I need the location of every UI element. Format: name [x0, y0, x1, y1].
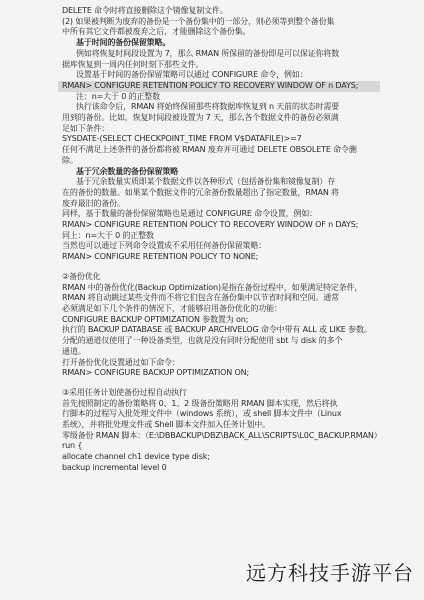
text-line: run {	[62, 441, 83, 451]
watermark: 远方科技手游平台	[246, 561, 414, 585]
text-line: allocate channel ch1 device type disk;	[62, 452, 210, 462]
text-line: 通道。	[62, 346, 86, 356]
text-line: 在的备份的数量。如果某个数据文件的冗余备份数量超出了指定数量，RMAN 将	[62, 187, 339, 197]
text-line: 任何不满足上述条件的备份都将被 RMAN 废弃并可通过 DELETE OBSOLETE 命令删	[62, 145, 357, 155]
text-line: 必须满足如下几个条件的情况下，才能够启用备份优化的功能：	[62, 303, 282, 313]
text-line: 当然也可以通过下列命令设置成不采用任何备份保留策略：	[62, 241, 267, 251]
text-line: 同样，基于数量的备份保留策略也是通过 CONFIGURE 命令设置，例如：	[62, 209, 318, 219]
text-line: 中所有其它文件都被废弃之后，才能删除这个备份集。	[62, 27, 251, 37]
text-line: 除。	[62, 155, 78, 165]
text-line: (2) 如果被判断为废弃的备份是一个备份集中的一部分，则必须等到整个备份集	[62, 16, 335, 26]
text-line: 注：n=大于 0 的正整数	[76, 91, 160, 101]
text-line: 废弃最旧的备份。	[62, 198, 125, 208]
text-line: 执行该命令后，RMAN 将始终保留那些将数据库恢复到 n 天前的状态时需要	[76, 102, 340, 112]
text-line: 基于冗余数量实质即某个数据文件以各种形式（包括备份集和镜像复制）存	[76, 177, 336, 187]
text-line: RMAN> CONFIGURE RETENTION POLICY TO NONE;	[62, 252, 259, 262]
text-line: 同上：n=大于 0 的正整数	[62, 230, 154, 240]
text-line: 打开备份优化设置通过如下命令：	[62, 357, 180, 367]
text-line: CONFIGURE BACKUP OPTIMIZATION 参数置为 on;	[62, 314, 249, 324]
text-line: 例如将恢复时间段设置为 7，那么 RMAN 所保留的备份即是可以保证你将数	[76, 48, 340, 58]
text-line: 系统），并将批处理文件或 Shell 脚本文件加入任务计划中。	[62, 420, 270, 430]
text-line: ②备份优化	[62, 271, 101, 281]
text-line: RMAN> CONFIGURE BACKUP OPTIMIZATION ON;	[62, 368, 250, 378]
text-line: 足如下条件：	[62, 123, 110, 133]
text-line: RMAN> CONFIGURE RETENTION POLICY TO RECOVERY WINDOW OF n DAYS;	[62, 220, 359, 230]
paragraph-gap	[62, 379, 410, 388]
text-line: RMAN 中的备份优化(Backup Optimization)是指在备份过程中，如果满足特定条件，	[62, 282, 363, 292]
text-line: 分配的通道仅使用了一种设备类型，也就是没有同时分配使用 sbt 与 disk 的多个	[62, 336, 343, 346]
text-line: 零级备份 RMAN 脚本：（E:\DBBACKUP\DBZ\BACK_ALL\SCRIPTS\L0C_BACKUP.RMAN）	[62, 430, 382, 440]
text-line: RMAN 将自动跳过某些文件而不将它们包含在备份集中以节省时间和空间。通常	[62, 293, 339, 303]
text-line: 行脚本的过程写入批处理文件中（windows 系统），或 shell 脚本文件中（Linux	[62, 409, 342, 419]
text-line: 基于冗余数量的备份保留策略	[76, 166, 179, 176]
text-line: backup incremental level 0	[62, 462, 167, 472]
text-line: DELETE 命令时将直接删除这个镜像复制文件。	[62, 6, 228, 15]
text-line: 据库恢复到一周内任何时刻下那些文件。	[62, 59, 204, 69]
text-line: ③采用任务计划使备份过程自动执行	[62, 387, 187, 397]
text-line: RMAN> CONFIGURE RETENTION POLICY TO RECOVERY WINDOW OF n DAYS;	[58, 81, 380, 92]
text-line: 用到的备份。比如，恢复时间段被设置为 7 天，那么各个数据文件的备份必须满	[62, 113, 339, 123]
text-line: 基于时间的备份保留策略。	[76, 38, 171, 48]
paragraph-gap	[62, 263, 410, 272]
text-line: 首先按照制定的备份策略将 0、1、2 级备份策略用 RMAN 脚本实现，然后将执	[62, 398, 338, 408]
text-line: SYSDATE-(SELECT CHECKPOINT_TIME FROM V$DATAFILE)>=7	[62, 134, 302, 144]
text-line: 设置基于时间的备份保留策略可以通过 CONFIGURE 命令，例如：	[76, 70, 308, 80]
text-line: 执行的 BACKUP DATABASE 或 BACKUP ARCHIVELOG 命令中带有 ALL 或 LIKE 参数。	[62, 325, 372, 335]
